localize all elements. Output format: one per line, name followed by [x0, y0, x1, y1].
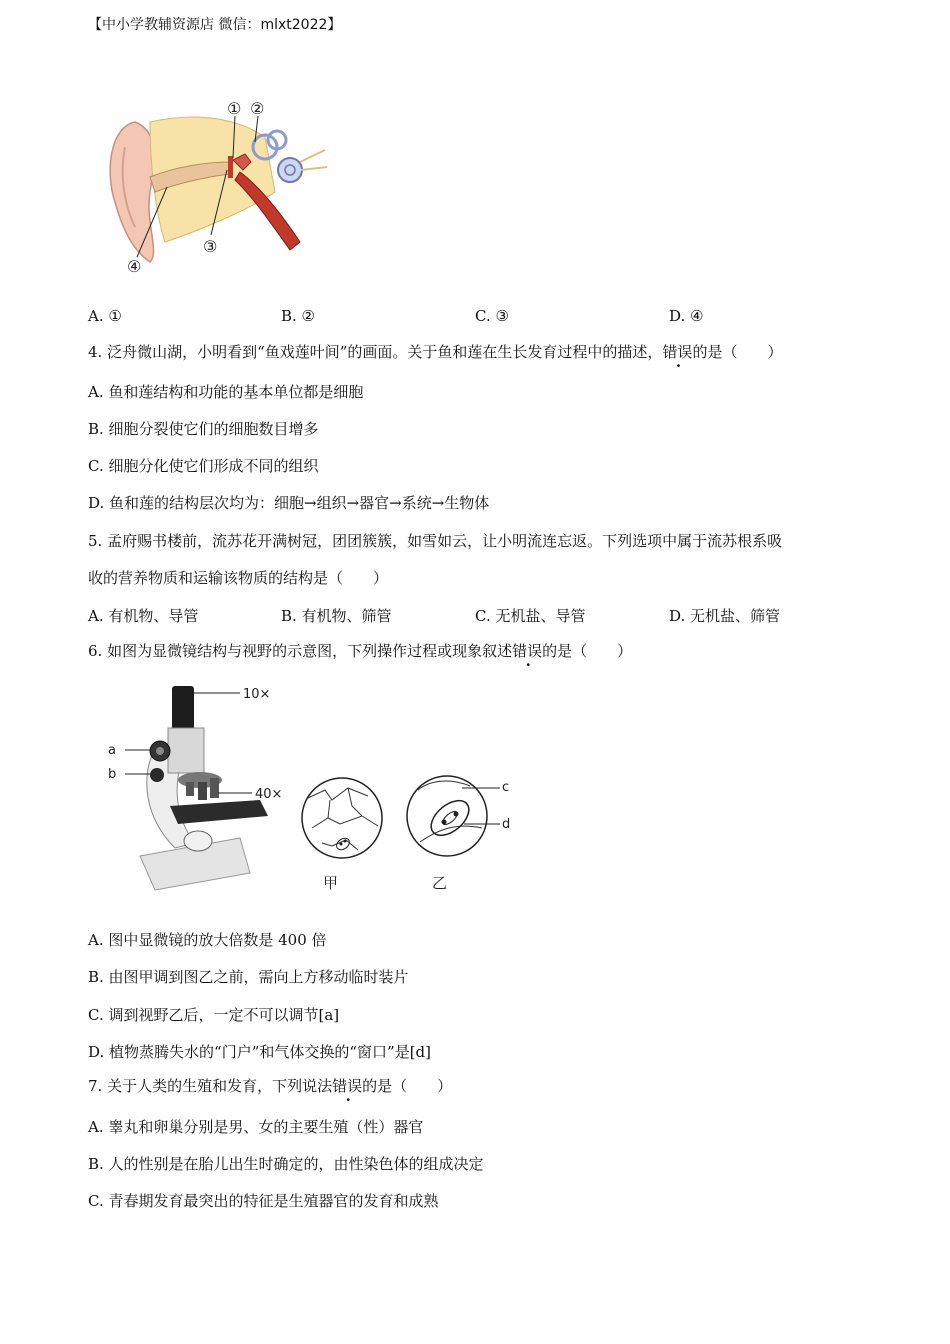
q6-option-b: B. 由图甲调到图乙之前，需向上方移动临时装片 [88, 968, 409, 986]
label-d: d [502, 817, 511, 832]
ear-label-4: ④ [127, 257, 142, 276]
fine-knob [150, 768, 164, 782]
q7-stem: 7. 关于人类的生殖和发育，下列说法错误的是（ ） [88, 1077, 453, 1095]
eardrum [228, 156, 233, 178]
q4-option-d: D. 鱼和莲的结构层次均为：细胞→组织→器官→系统→生物体 [88, 494, 490, 512]
q4-option-c: C. 细胞分化使它们形成不同的组织 [88, 457, 319, 475]
q3-options [88, 307, 888, 327]
cochlea [278, 158, 302, 182]
auricle [110, 122, 154, 262]
eyepiece-label: 10× [243, 687, 271, 702]
q7-option-b: B. 人的性别是在胎儿出生时确定的，由性染色体的组成决定 [88, 1155, 484, 1173]
view-yi [407, 776, 500, 856]
q3-option-b: B. ② [281, 307, 316, 325]
mirror [184, 831, 212, 851]
microscope-figure [100, 678, 520, 900]
q4-emphasis: 错误 [662, 343, 693, 361]
ear-diagram [105, 92, 330, 277]
body-tube [168, 728, 204, 773]
q6-option-c: C. 调到视野乙后，一定不可以调节[a] [88, 1006, 340, 1024]
q4-stem: 4. 泛舟微山湖，小明看到“鱼戏莲叶间”的画面。关于鱼和莲在生长发育过程中的描述，错误的是（ ） [88, 343, 783, 361]
q5-options [88, 605, 888, 625]
q4-option-a: A. 鱼和莲结构和功能的基本单位都是细胞 [88, 383, 364, 401]
eyepiece [172, 686, 194, 731]
q7-option-a: A. 睾丸和卵巢分别是男、女的主要生殖（性）器官 [88, 1118, 424, 1136]
label-a: a [108, 743, 116, 758]
q7-option-c: C. 青春期发育最突出的特征是生殖器官的发育和成熟 [88, 1192, 439, 1210]
view-jia [302, 778, 382, 858]
q5-option-b: B. 有机物、筛管 [281, 607, 392, 625]
view-yi-label: 乙 [432, 874, 448, 892]
q4-option-b: B. 细胞分裂使它们的细胞数目增多 [88, 420, 319, 438]
q6-emphasis: 错误 [512, 642, 543, 660]
q7-emphasis: 错误 [332, 1077, 363, 1095]
objective-label: 40× [255, 787, 283, 802]
q3-option-c: C. ③ [475, 307, 509, 325]
label-c: c [502, 780, 510, 795]
q3-option-a: A. ① [88, 307, 122, 325]
q5-option-a: A. 有机物、导管 [88, 607, 199, 625]
q6-option-d: D. 植物蒸腾失水的“门户”和气体交换的“窗口”是[d] [88, 1043, 432, 1061]
q5-stem-line2: 收的营养物质和运输该物质的结构是（ ） [88, 569, 389, 587]
page-header: 【中小学教辅资源店 微信：mlxt2022】 [88, 17, 342, 33]
q6-option-a: A. 图中显微镜的放大倍数是 400 倍 [88, 931, 327, 949]
q5-stem-line1: 5. 孟府赐书楼前，流苏花开满树冠，团团簇簇，如雪如云，让小明流连忘返。下列选项中属于流苏根系吸 [88, 532, 783, 550]
ear-label-3: ③ [203, 237, 218, 256]
q5-option-d: D. 无机盐、筛管 [669, 607, 781, 625]
q5-option-c: C. 无机盐、导管 [475, 607, 586, 625]
q6-stem: 6. 如图为显微镜结构与视野的示意图，下列操作过程或现象叙述错误的是（ ） [88, 642, 633, 660]
q3-option-d: D. ④ [669, 307, 704, 325]
label-b: b [108, 767, 117, 782]
view-jia-label: 甲 [323, 874, 339, 892]
ear-label-2: ② [250, 99, 265, 118]
ear-label-1: ① [227, 99, 242, 118]
stage [170, 800, 268, 824]
